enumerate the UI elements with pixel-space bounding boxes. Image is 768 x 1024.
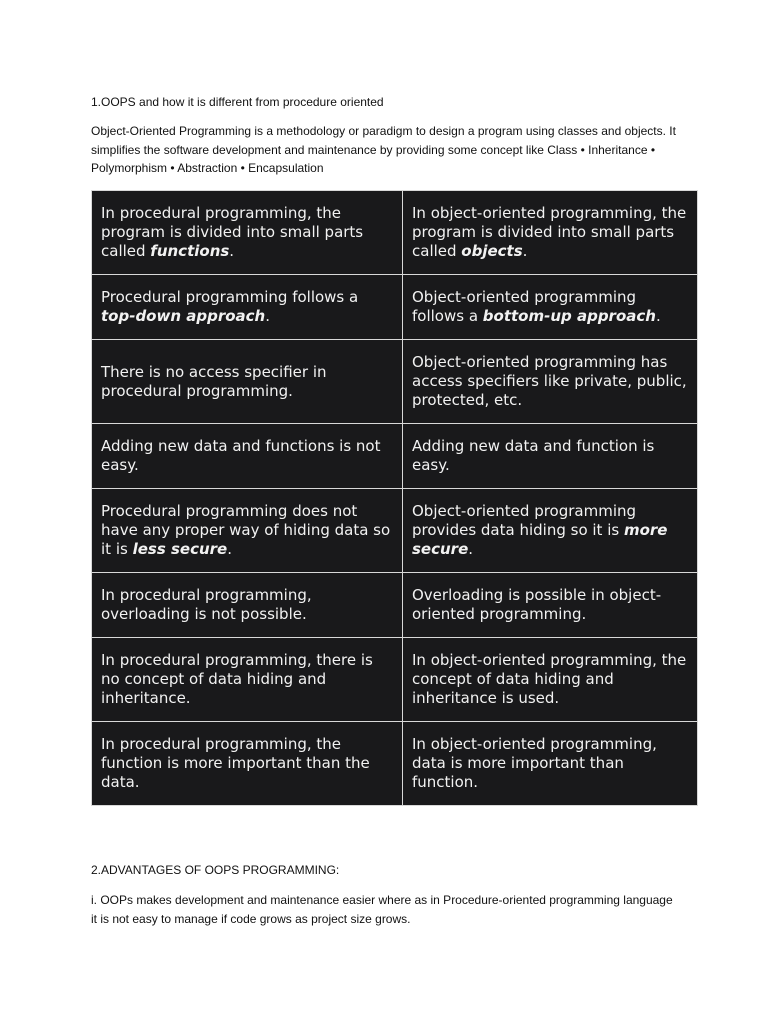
oop-cell [403, 722, 698, 806]
cell-text: In procedural programming, the function is more important than the data. [101, 735, 370, 791]
procedural-cell [92, 275, 403, 340]
cell-text: There is no access specifier in procedural programming. [101, 362, 327, 400]
procedural-cell [92, 638, 403, 722]
section-1-heading: 1.OOPS and how it is different from procedure oriented [91, 95, 384, 109]
table-row [92, 340, 698, 424]
cell-text: Adding new data and function is easy. [412, 437, 655, 474]
cell-text-end: . [229, 242, 235, 260]
procedural-cell [92, 722, 403, 806]
cell-text-end: . [655, 307, 661, 325]
oop-cell [403, 340, 698, 424]
cell-emphasis: objects [461, 242, 523, 260]
procedural-cell [92, 573, 403, 638]
cell-text-end: . [265, 307, 271, 325]
comparison-table [91, 190, 698, 806]
cell-text: Procedural programming does not have any proper way of hiding data so it is [101, 502, 391, 558]
cell-text: Adding new data and functions is not easy. [101, 437, 381, 474]
oop-cell [403, 275, 698, 340]
procedural-cell [92, 340, 403, 424]
cell-emphasis: more secure [412, 521, 668, 558]
oop-cell [403, 191, 698, 275]
oop-cell [403, 489, 698, 573]
table-row [92, 638, 698, 722]
cell-text: Object-oriented programming follows a [412, 288, 637, 325]
cell-text-end: . [522, 242, 528, 260]
oop-cell [403, 424, 698, 489]
table-row [92, 722, 698, 806]
oop-cell [403, 573, 698, 638]
cell-emphasis: functions [150, 242, 230, 260]
cell-text: In procedural programming, there is no concept of data hiding and inheritance. [101, 651, 373, 707]
cell-text: In object-oriented programming, the program is divided into small parts called [412, 204, 687, 260]
cell-text: In procedural programming, overloading is not possible. [101, 586, 312, 623]
table-row [92, 573, 698, 638]
cell-text: In procedural programming, the program is divided into small parts called [101, 204, 364, 260]
table-row [92, 275, 698, 340]
section-2-heading: 2.ADVANTAGES OF OOPS PROGRAMMING: [91, 863, 340, 877]
cell-text: In object-oriented programming, data is more important than function. [412, 735, 657, 791]
cell-emphasis: top-down approach [101, 307, 266, 325]
procedural-cell [92, 424, 403, 489]
cell-text-end: . [227, 540, 232, 558]
cell-text: Overloading is possible in object-oriented programming. [412, 586, 662, 623]
table-row [92, 489, 698, 573]
cell-emphasis: less secure [132, 540, 228, 558]
section-1-paragraph: Object-Oriented Programming is a methodology or paradigm to design a program using classes and objects. It simplifies the software development and maintenance by providing some concept like Class • Inheritance • Polymorphism • Abstraction • Encapsulation [91, 124, 676, 175]
table-row [92, 424, 698, 489]
cell-emphasis: bottom-up approach [482, 307, 656, 325]
cell-text: In object-oriented programming, the concept of data hiding and inheritance is used. [412, 651, 687, 707]
procedural-cell [92, 489, 403, 573]
cell-text: Object-oriented programming provides data hiding so it is [412, 502, 637, 539]
procedural-cell [92, 191, 403, 275]
section-2-paragraph: i. OOPs makes development and maintenance easier where as in Procedure-oriented programming language it is not easy to manage if code grows as project size grows. [91, 893, 673, 926]
oop-cell [403, 638, 698, 722]
table-row [92, 191, 698, 275]
cell-text: Object-oriented programming has access specifiers like private, public, protected, etc. [412, 353, 687, 409]
cell-text: Procedural programming follows a [101, 288, 359, 306]
cell-text-end: . [468, 540, 474, 558]
